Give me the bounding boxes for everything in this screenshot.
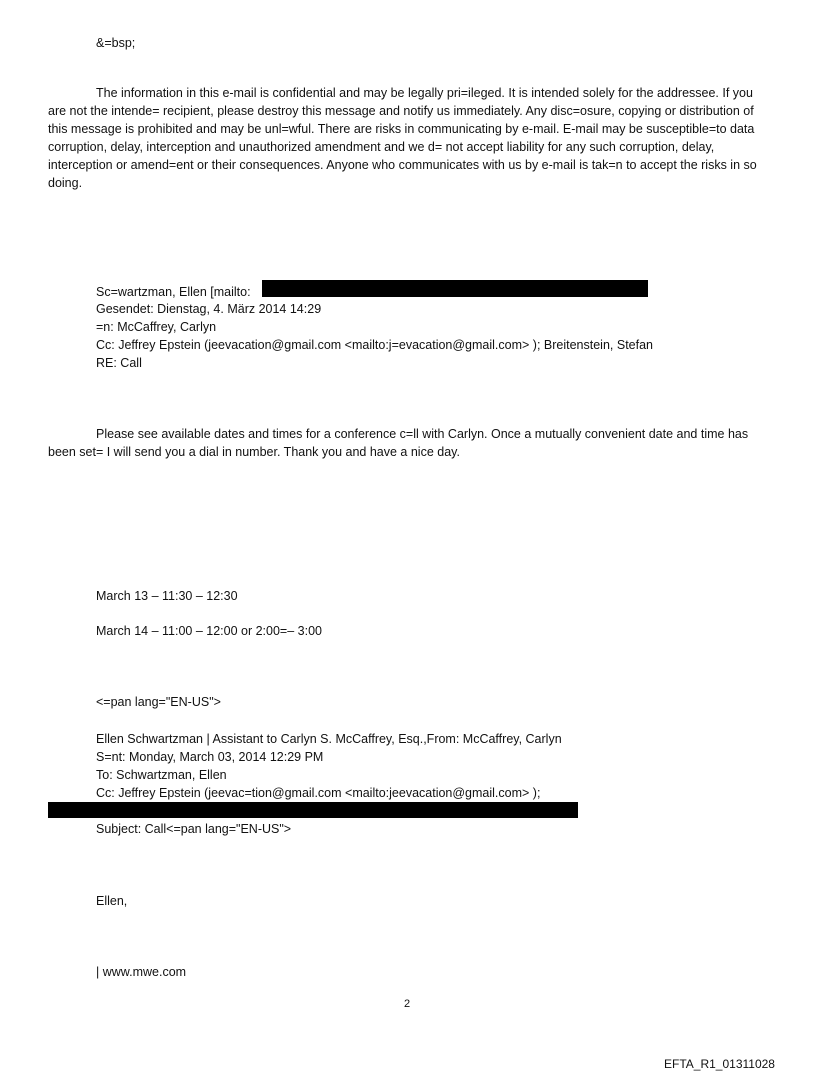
header1-subject-line: RE: Call	[96, 356, 142, 370]
header2-cc-line: Cc: Jeffrey Epstein (jeevac=tion@gmail.com <mailto:jeevacation@gmail.com> );	[96, 786, 541, 800]
redaction-bar	[262, 280, 648, 297]
confidentiality-notice: The information in this e-mail is confidential and may be legally pri=ileged. It is intended solely for the addressee. If you are not the intende= recipient, please destroy this message and notify us immediately. Any disc=osure, copying or distribution of this message is prohibited and may be unl=wful. There are risks in communicating by e-mail. E-mail may be susceptible=to data corruption, delay, interception and unauthorized amendment and we d= not accept liability for any such corruption, delay, interception or amend=ent or their consequences. Anyone who communicates with us by e-mail is tak=n to accept the risks in so doing.	[48, 86, 757, 190]
greeting: Ellen,	[96, 894, 128, 908]
header1-to-line: =n: McCaffrey, Carlyn	[96, 320, 217, 334]
redaction-bar	[48, 802, 578, 818]
header2-to-line: To: Schwartzman, Ellen	[96, 768, 227, 782]
header1-sent-line: Gesendet: Dienstag, 4. März 2014 14:29	[96, 302, 322, 316]
span-tag-text: <=pan lang="EN-US">	[96, 695, 221, 709]
header1-from-line: Sc=wartzman, Ellen [mailto:	[96, 285, 251, 299]
header1-cc-line: Cc: Jeffrey Epstein (jeevacation@gmail.com <mailto:j=evacation@gmail.com> ); Breitenstein, Stefan	[96, 338, 653, 352]
nbsp-entity-text: &=bsp;	[96, 36, 136, 50]
date-option-1: March 13 – 11:30 – 12:30	[96, 589, 238, 603]
bates-id: EFTA_R1_01311028	[664, 1057, 775, 1071]
header2-signature-from-line: Ellen Schwartzman | Assistant to Carlyn S. McCaffrey, Esq.,From: McCaffrey, Carlyn	[96, 732, 562, 746]
website-link[interactable]: | www.mwe.com	[96, 965, 187, 979]
date-option-2: March 14 – 11:00 – 12:00 or 2:00=– 3:00	[96, 624, 322, 638]
message-body: Please see available dates and times for a conference c=ll with Carlyn. Once a mutually convenient date and time has been set= I will send you a dial in number. Thank you and have a nice day.	[48, 427, 749, 459]
header2-sent-line: S=nt: Monday, March 03, 2014 12:29 PM	[96, 750, 324, 764]
page-number: 2	[404, 998, 411, 1010]
header2-subject-line: Subject: Call<=pan lang="EN-US">	[96, 822, 292, 836]
